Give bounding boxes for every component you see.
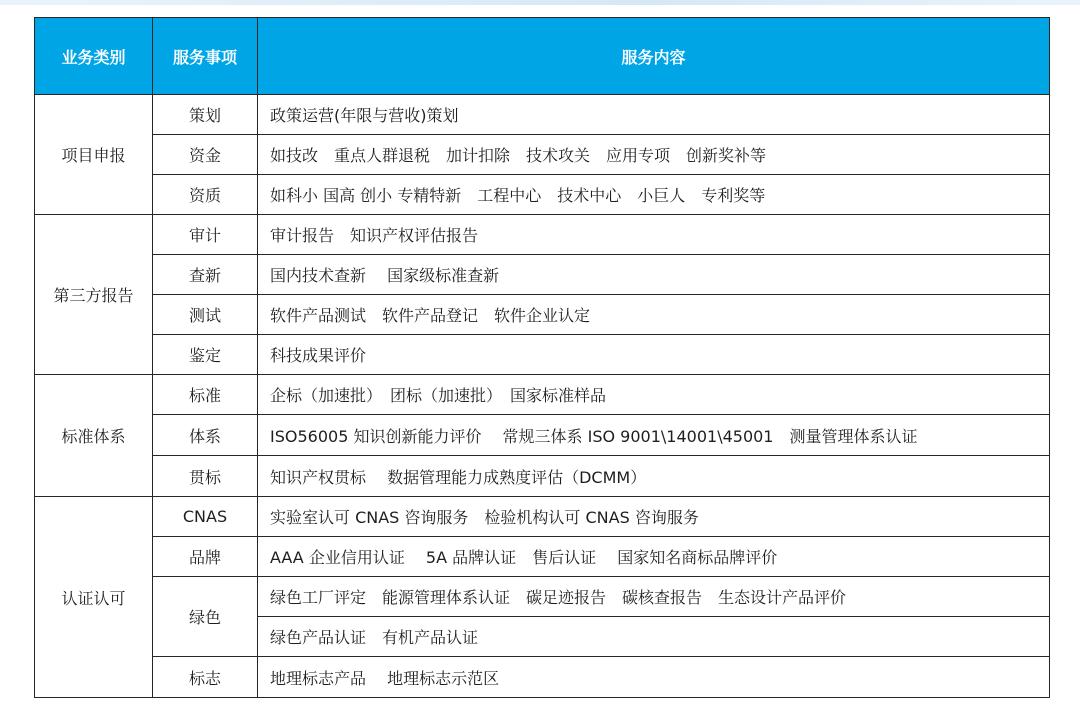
table-row — [35, 657, 1050, 698]
content-cell: 国内技术查新 国家级标准查新 — [258, 255, 1050, 295]
service-table — [34, 17, 1050, 698]
item-cell: 鉴定 — [153, 335, 258, 375]
item-cell: 标准 — [153, 375, 258, 415]
content-cell: 审计报告 知识产权评估报告 — [258, 215, 1050, 255]
item-cell: 品牌 — [153, 537, 258, 577]
content-cell: 实验室认可 CNAS 咨询服务 检验机构认可 CNAS 咨询服务 — [258, 497, 1050, 537]
item-cell: 审计 — [153, 215, 258, 255]
table-row — [35, 577, 1050, 617]
table-row — [35, 415, 1050, 456]
table-row — [35, 497, 1050, 537]
category-cell: 第三方报告 — [35, 215, 153, 375]
table-row — [35, 295, 1050, 335]
content-cell: 政策运营(年限与营收)策划 — [258, 95, 1050, 135]
table-row — [35, 135, 1050, 175]
item-cell: 贯标 — [153, 456, 258, 497]
header-content: 服务内容 — [258, 18, 1050, 95]
content-cell: 绿色工厂评定 能源管理体系认证 碳足迹报告 碳核查报告 生态设计产品评价 — [258, 577, 1050, 617]
item-cell: 绿色 — [153, 577, 258, 657]
item-cell: 资质 — [153, 175, 258, 215]
item-cell: 查新 — [153, 255, 258, 295]
item-cell: 策划 — [153, 95, 258, 135]
table-row — [35, 215, 1050, 255]
table-row — [35, 95, 1050, 135]
table-row — [35, 175, 1050, 215]
header-item: 服务事项 — [153, 18, 258, 95]
item-cell: 体系 — [153, 415, 258, 456]
item-cell: 标志 — [153, 657, 258, 698]
content-cell: 绿色产品认证 有机产品认证 — [258, 617, 1050, 657]
content-cell: ISO56005 知识创新能力评价 常规三体系 ISO 9001\14001\45001 测量管理体系认证 — [258, 415, 1050, 456]
table-row — [35, 255, 1050, 295]
content-cell: 企标（加速批） 团标（加速批） 国家标准样品 — [258, 375, 1050, 415]
item-cell: 资金 — [153, 135, 258, 175]
header-category: 业务类别 — [35, 18, 153, 95]
content-cell: 软件产品测试 软件产品登记 软件企业认定 — [258, 295, 1050, 335]
table-row — [35, 335, 1050, 375]
content-cell: 如科小 国高 创小 专精特新 工程中心 技术中心 小巨人 专利奖等 — [258, 175, 1050, 215]
category-cell: 认证认可 — [35, 497, 153, 698]
item-cell: CNAS — [153, 497, 258, 537]
content-cell: 如技改 重点人群退税 加计扣除 技术攻关 应用专项 创新奖补等 — [258, 135, 1050, 175]
table-row — [35, 537, 1050, 577]
content-cell: AAA 企业信用认证 5A 品牌认证 售后认证 国家知名商标品牌评价 — [258, 537, 1050, 577]
category-cell: 项目申报 — [35, 95, 153, 215]
item-cell: 测试 — [153, 295, 258, 335]
table-row — [35, 375, 1050, 415]
content-cell: 科技成果评价 — [258, 335, 1050, 375]
table-header-row — [35, 18, 1050, 95]
table-row — [35, 456, 1050, 497]
top-decor-bar — [0, 0, 1080, 5]
category-cell: 标准体系 — [35, 375, 153, 497]
content-cell: 知识产权贯标 数据管理能力成熟度评估（DCMM） — [258, 456, 1050, 497]
content-cell: 地理标志产品 地理标志示范区 — [258, 657, 1050, 698]
